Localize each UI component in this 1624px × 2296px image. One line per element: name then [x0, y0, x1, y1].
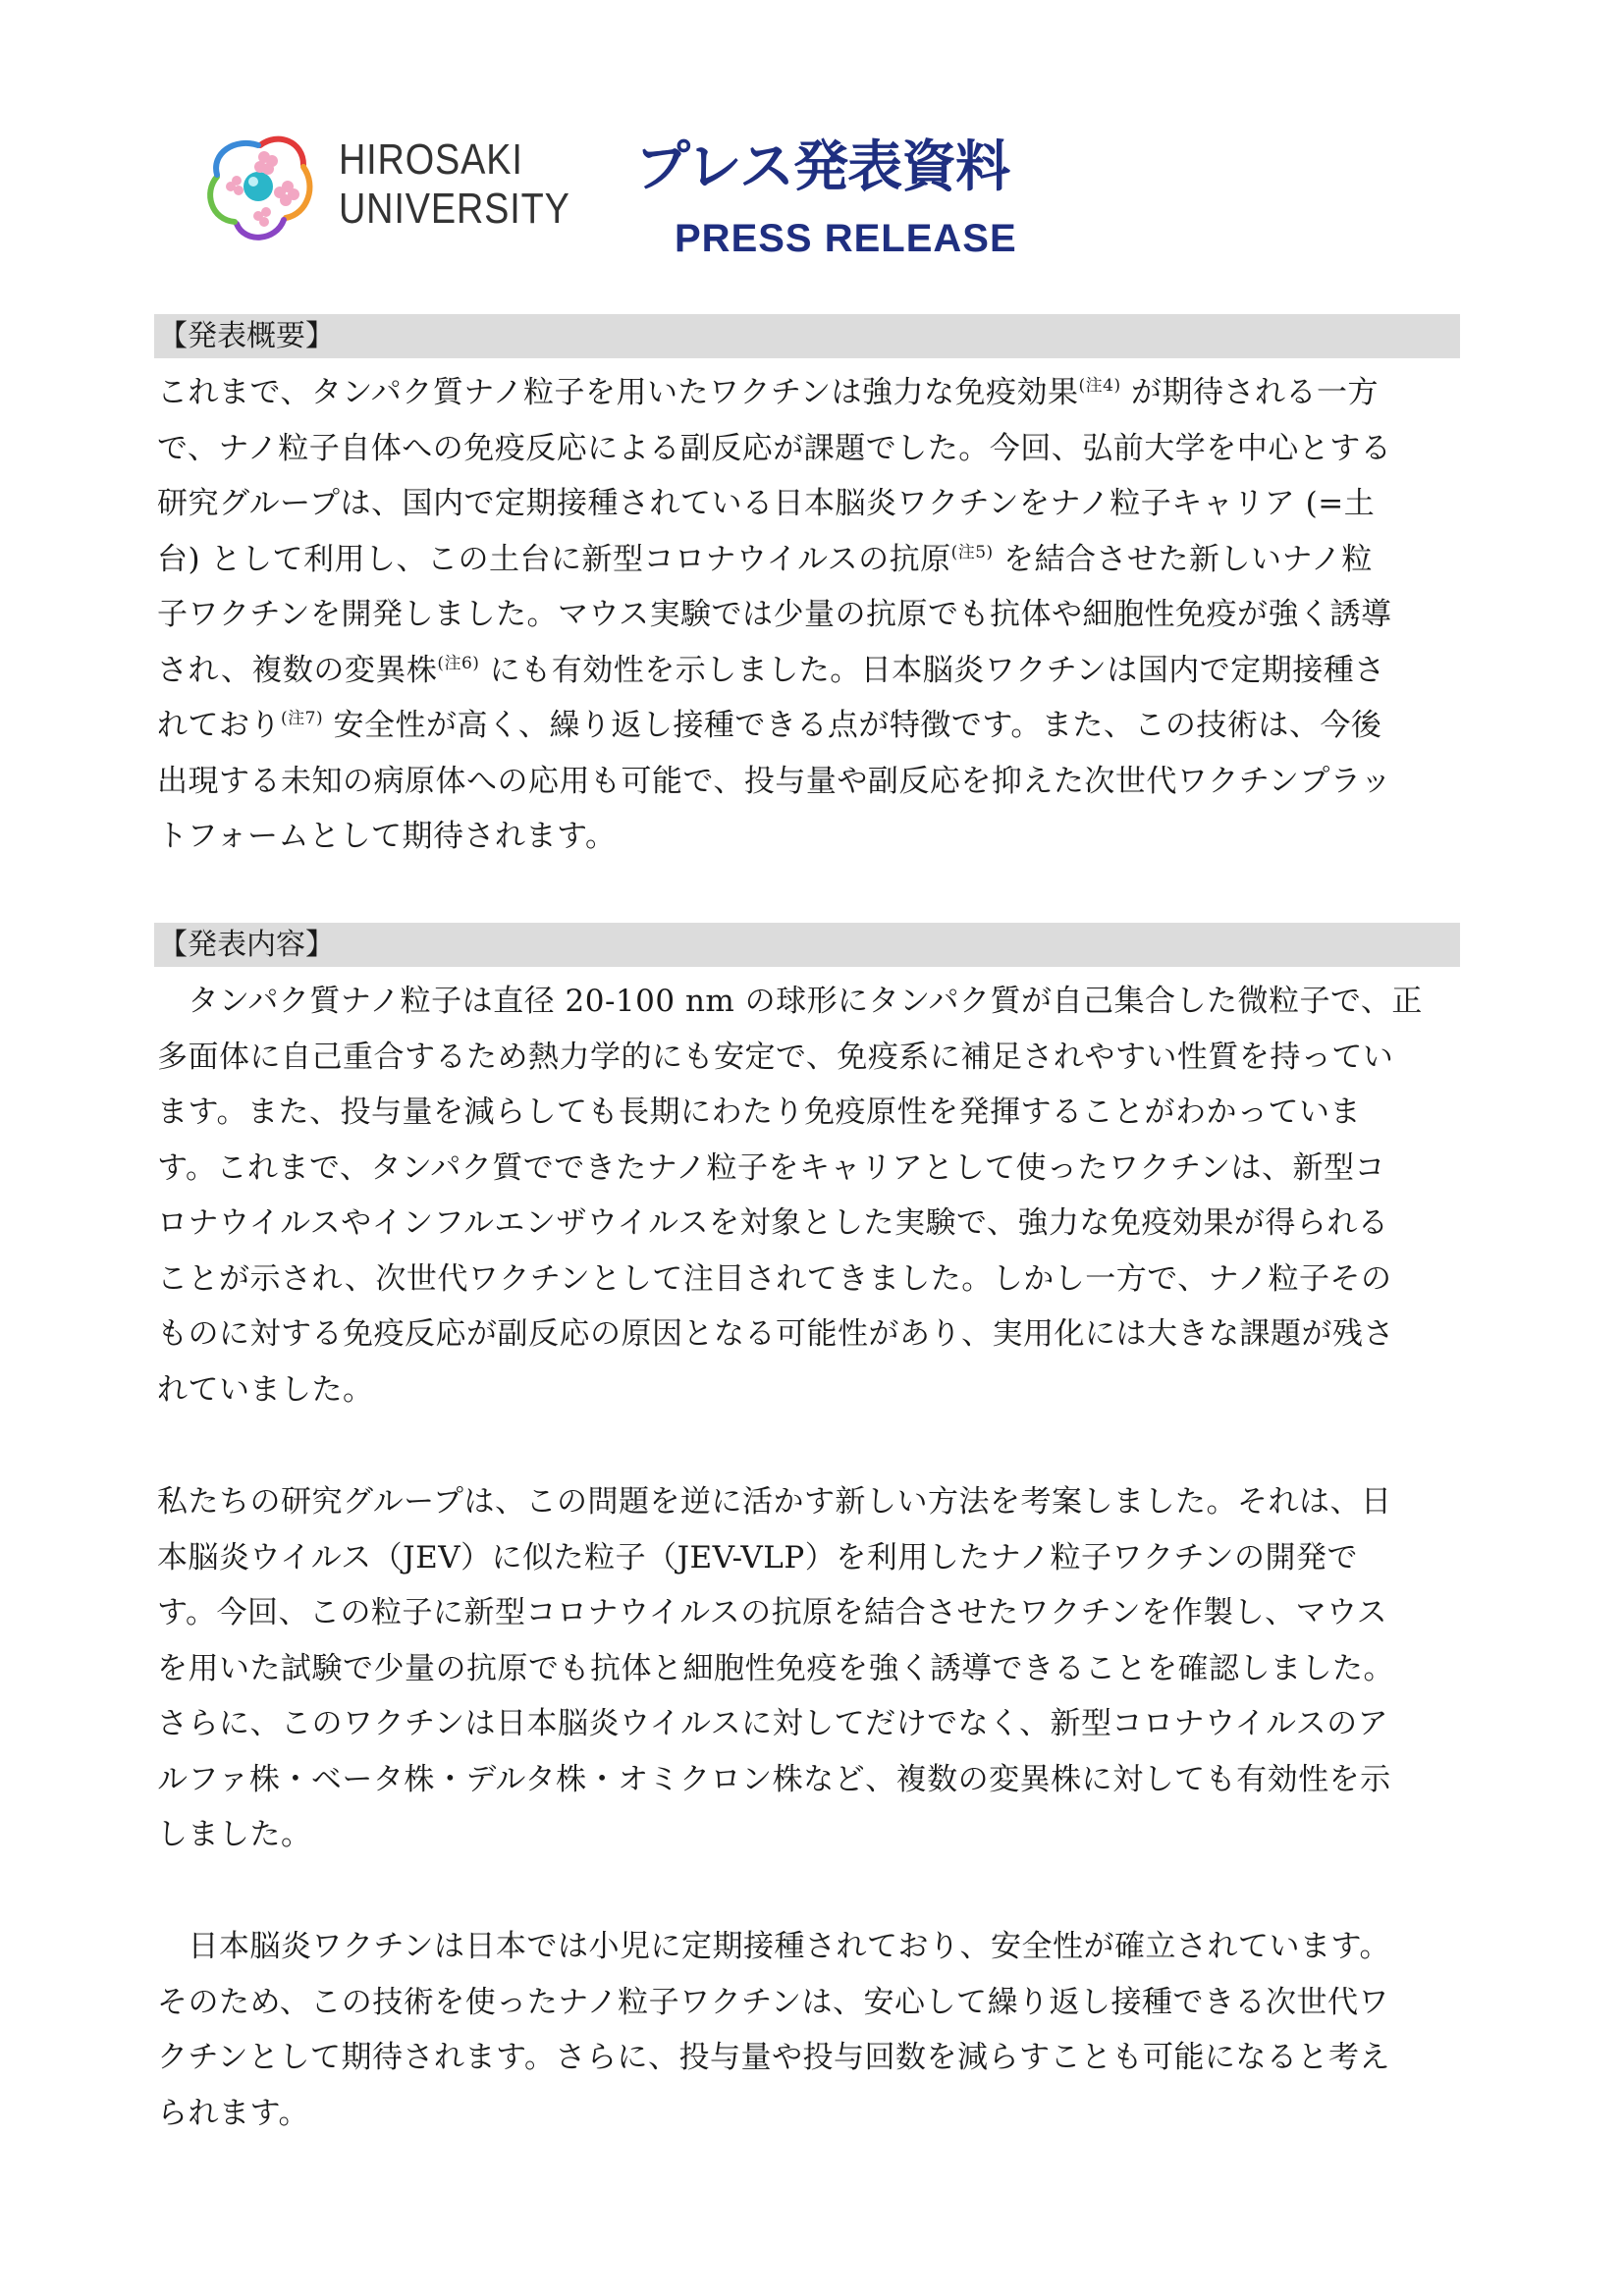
paragraph-line: れていました。: [157, 1371, 374, 1408]
line-text: が期待される一方: [1120, 375, 1379, 410]
line-text: され、複数の変異株: [157, 652, 438, 688]
line-text: 安全性が高く、繰り返し接種できる点が特徴です。また、この技術は、今後: [323, 708, 1382, 743]
university-name: [339, 135, 570, 234]
overview-line: [157, 698, 1473, 754]
footnote-marker: (注5): [950, 542, 994, 562]
logo-line-2: UNIVERSITY: [339, 185, 570, 233]
line-text: 子ワクチンを開発しました。マウス実験では少量の抗原でも抗体や細胞性免疫が強く誘導: [157, 597, 1392, 632]
paragraph-line: さらに、このワクチンは日本脳炎ウイルスに対してだけでなく、新型コロナウイルスのア: [157, 1706, 1389, 1741]
overview-line: [157, 754, 1473, 810]
footnote-marker: (注7): [281, 709, 324, 728]
overview-line: [157, 532, 1473, 588]
overview-paragraph: [157, 365, 1473, 865]
line-text: 出現する未知の病原体への応用も可能で、投与量や副反応を抑えた次世代ワクチンプラッ: [157, 763, 1392, 799]
overview-line: [157, 643, 1473, 699]
overview-line: [157, 476, 1473, 532]
overview-line: [157, 421, 1473, 477]
line-text: トフォームとして期待されます。: [157, 819, 617, 854]
footnote-marker: (注4): [1078, 376, 1121, 396]
paragraph-line: しました。: [157, 1817, 312, 1852]
footnote-marker: (注6): [437, 653, 480, 673]
line-text: を結合させた新しいナノ粒: [993, 541, 1373, 577]
paragraph-line: ことが示され、次世代ワクチンとして注目されてきました。しかし一方で、ナノ粒子その: [157, 1260, 1392, 1297]
content-paragraph-1: [157, 974, 1473, 1417]
paragraph-line: ものに対する免疫反応が副反応の原因となる可能性があり、実用化には大きな課題が残さ: [157, 1316, 1394, 1352]
line-text: で、ナノ粒子自体への免疫反応による副反応が課題でした。今回、弘前大学を中心とする: [157, 430, 1392, 466]
paragraph-line: を用いた試験で少量の抗原でも抗体と細胞性免疫を強く誘導できることを確認しました。: [157, 1650, 1394, 1686]
paragraph-line: 本脳炎ウイルス（JEV）に似た粒子（JEV-VLP）を利用したナノ粒子ワクチンの開発で: [157, 1539, 1359, 1575]
press-release-title-jp: プレス発表資料: [635, 135, 1010, 199]
section-heading-content: 【発表内容】: [154, 923, 1460, 967]
line-text: これまで、タンパク質ナノ粒子を用いたワクチンは強力な免疫効果: [157, 375, 1079, 410]
line-text: 研究グループは、国内で定期接種されている日本脳炎ワクチンをナノ粒子キャリア (=土: [157, 486, 1376, 521]
paragraph-line: られます。: [157, 2095, 310, 2131]
content-paragraph-2: [157, 1474, 1473, 1863]
paragraph-line: す。これまで、タンパク質でできたナノ粒子をキャリアとして使ったワクチンは、新型コ: [157, 1149, 1386, 1186]
paragraph-line: す。今回、この粒子に新型コロナウイルスの抗原を結合させたワクチンを作製し、マウス: [157, 1595, 1388, 1630]
paragraph-line: クチンとして期待されます。さらに、投与量や投与回数を減らすことも可能になると考え: [157, 2040, 1390, 2075]
section-heading-overview: 【発表概要】: [154, 314, 1460, 358]
paragraph-line: 私たちの研究グループは、この問題を逆に活かす新しい方法を考案しました。それは、日: [157, 1484, 1392, 1520]
page-header: [201, 128, 1026, 275]
overview-line: [157, 587, 1473, 643]
university-logo-icon: [201, 128, 319, 245]
paragraph-line: ルファ株・ベータ株・デルタ株・オミクロン株など、複数の変異株に対しても有効性を示: [157, 1761, 1391, 1797]
press-release-title-en: PRESS RELEASE: [675, 217, 1017, 260]
paragraph-line: タンパク質ナノ粒子は直径 20-100 nm の球形にタンパク質が自己集合した微粒子で、正: [157, 984, 1423, 1019]
line-text: 台) として利用し、この土台に新型コロナウイルスの抗原: [157, 541, 951, 577]
overview-line: [157, 809, 1473, 865]
logo-line-1: HIROSAKI: [339, 135, 523, 184]
overview-line: [157, 365, 1473, 421]
paragraph-line: 多面体に自己重合するため熱力学的にも安定で、免疫系に補足されやすい性質を持ってい: [157, 1039, 1394, 1075]
paragraph-line: 日本脳炎ワクチンは日本では小児に定期接種されており、安全性が確立されています。: [157, 1929, 1390, 1964]
paragraph-line: ロナウイルスやインフルエンザウイルスを対象とした実験で、強力な免疫効果が得られる: [157, 1205, 1389, 1241]
line-text: にも有効性を示しました。日本脳炎ワクチンは国内で定期接種さ: [479, 652, 1385, 688]
content-paragraph-3: [157, 1919, 1473, 2141]
paragraph-line: ます。また、投与量を減らしても長期にわたり免疫原性を発揮することがわかっていま: [157, 1095, 1362, 1130]
paragraph-line: そのため、この技術を使ったナノ粒子ワクチンは、安心して繰り返し接種できる次世代ワ: [157, 1984, 1390, 2020]
line-text: れており: [157, 708, 281, 743]
